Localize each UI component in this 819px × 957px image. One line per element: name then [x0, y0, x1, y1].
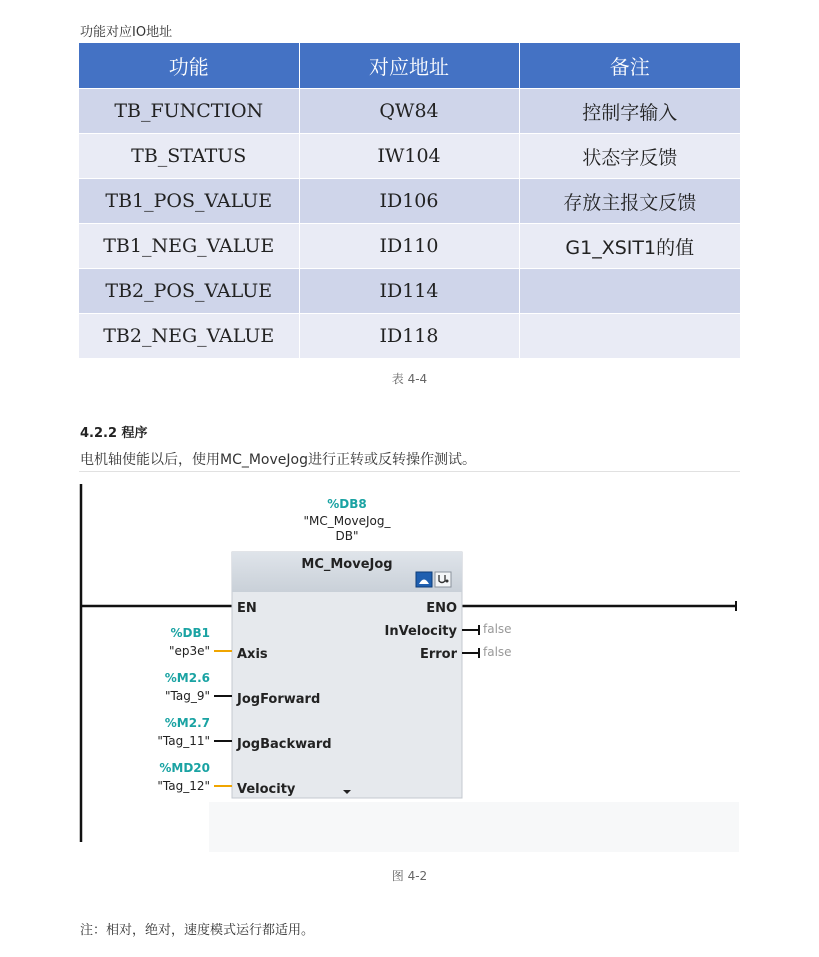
- ladder-diagram: [79, 480, 740, 855]
- axis-icon: [416, 572, 432, 587]
- header-address: 对应地址: [299, 43, 519, 89]
- instance-db: %DB8: [327, 497, 367, 511]
- table-row: [79, 224, 740, 269]
- header-remark: 备注: [519, 43, 740, 89]
- figure-caption: 图 4-2: [391, 869, 428, 883]
- cell-address: QW84: [299, 89, 519, 134]
- pin-error: Error: [419, 647, 457, 662]
- cell-remark: 控制字输入: [519, 89, 740, 134]
- header-function: 功能: [79, 43, 299, 89]
- cell-function: TB1_NEG_VALUE: [79, 224, 299, 269]
- cell-function: TB_STATUS: [79, 134, 299, 179]
- cell-address: ID110: [299, 224, 519, 269]
- pin-jog-forward: JogForward: [237, 692, 321, 707]
- table-row: [79, 314, 740, 359]
- table-row: [79, 89, 740, 134]
- table-row: [79, 269, 740, 314]
- cell-function: TB2_NEG_VALUE: [79, 314, 299, 359]
- cell-remark: G1_XSIT1的值: [519, 224, 740, 269]
- table-row: [79, 179, 740, 224]
- jog-forward-tag[interactable]: "Tag_9": [165, 689, 210, 703]
- instance-db-name: "MC_MoveJog_: [303, 514, 391, 528]
- instance-db-name-cont: DB": [335, 529, 359, 543]
- velocity-tag[interactable]: "Tag_12": [157, 779, 210, 793]
- section-title: 4.2.2 程序: [80, 426, 148, 441]
- cell-address: ID114: [299, 269, 519, 314]
- cell-address: ID118: [299, 314, 519, 359]
- error-value: false: [483, 645, 512, 659]
- diagnostics-icon[interactable]: [435, 572, 451, 587]
- cell-function: TB_FUNCTION: [79, 89, 299, 134]
- axis-address: %DB1: [170, 626, 210, 640]
- cell-remark: [519, 269, 740, 314]
- pin-eno: ENO: [426, 601, 457, 616]
- jog-backward-address: %M2.7: [164, 716, 210, 730]
- axis-tag[interactable]: "ep3e": [168, 644, 210, 658]
- divider: [79, 471, 740, 472]
- cell-remark: [519, 314, 740, 359]
- pin-jog-backward: JogBackward: [237, 737, 332, 752]
- cell-remark: 存放主报文反馈: [519, 179, 740, 224]
- jog-backward-tag[interactable]: "Tag_11": [157, 734, 210, 748]
- velocity-address: %MD20: [159, 761, 210, 775]
- table-row: [79, 134, 740, 179]
- cell-remark: 状态字反馈: [519, 134, 740, 179]
- pin-in-velocity: InVelocity: [384, 624, 457, 639]
- cell-function: TB1_POS_VALUE: [79, 179, 299, 224]
- jog-forward-address: %M2.6: [164, 671, 210, 685]
- pin-en: EN: [237, 601, 257, 616]
- cell-address: IW104: [299, 134, 519, 179]
- cell-function: TB2_POS_VALUE: [79, 269, 299, 314]
- note-text: 注：相对，绝对，速度模式运行都适用。: [80, 923, 315, 938]
- block-title: MC_MoveJog: [301, 557, 393, 572]
- section-text: 电机轴使能以后，使用MC_MoveJog进行正转或反转操作测试。: [80, 452, 476, 468]
- background-panel: [209, 802, 739, 852]
- cell-address: ID106: [299, 179, 519, 224]
- table-caption: 表 4-4: [391, 372, 428, 386]
- in-velocity-value: false: [483, 622, 512, 636]
- pin-velocity: Velocity: [237, 782, 296, 797]
- io-address-table: [79, 43, 740, 358]
- table-header-row: [79, 43, 740, 89]
- table-heading: 功能对应IO地址: [80, 25, 173, 40]
- pin-axis: Axis: [237, 647, 268, 662]
